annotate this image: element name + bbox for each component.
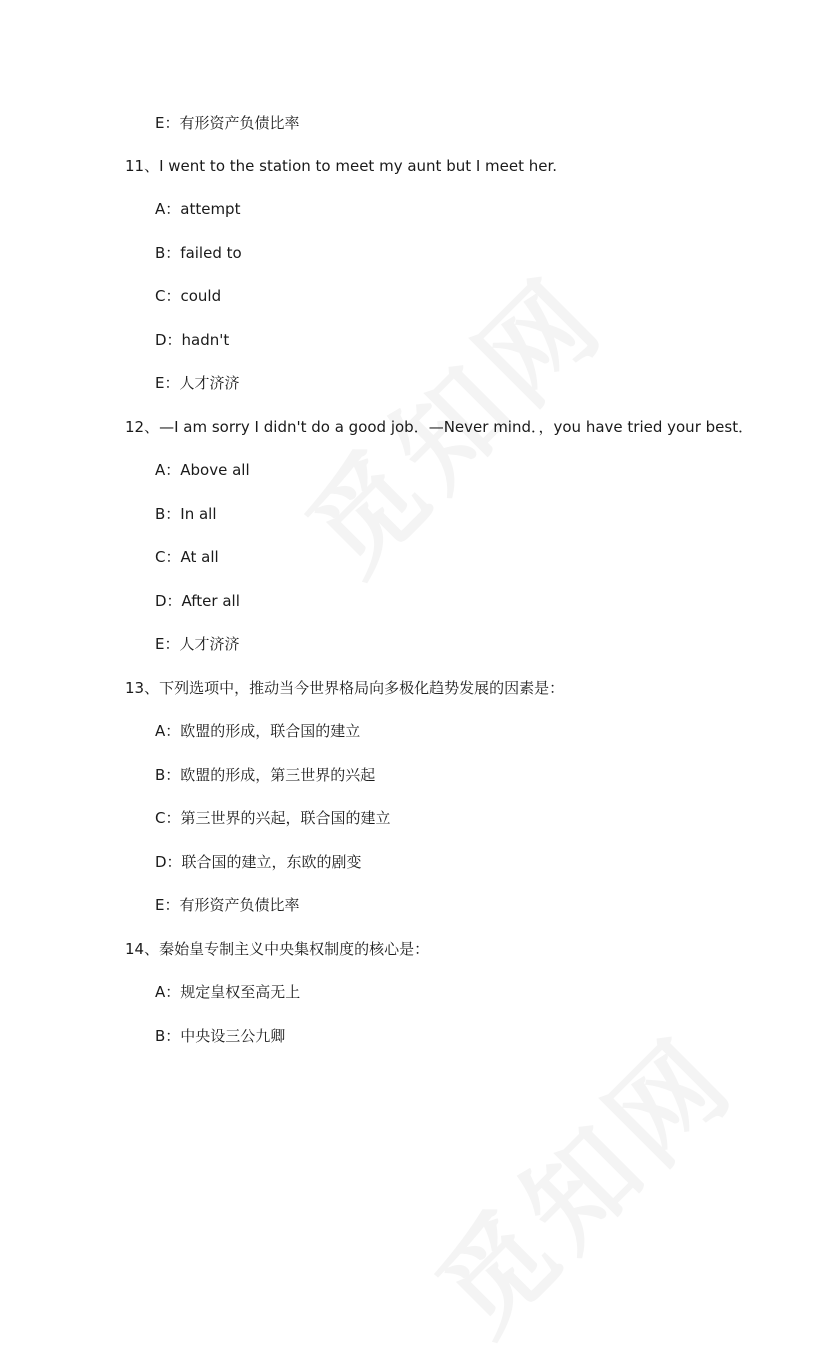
question-12: 12、—I am sorry I didn't do a good job．—Never mind．，you have tried your best． — [125, 418, 754, 436]
q13-option-c: C：第三世界的兴起，联合国的建立 — [155, 809, 391, 827]
q13-option-b: B：欧盟的形成，第三世界的兴起 — [155, 766, 376, 784]
q12-option-b: B：In all — [155, 505, 217, 523]
q12-option-c: C：At all — [155, 548, 219, 566]
q12-option-a: A：Above all — [155, 461, 250, 479]
q10-option-e: E：有形资产负债比率 — [155, 114, 300, 132]
q13-option-d: D：联合国的建立，东欧的剧变 — [155, 853, 362, 871]
q14-option-a: A：规定皇权至高无上 — [155, 983, 301, 1001]
q14-option-b: B：中央设三公九卿 — [155, 1027, 286, 1045]
q12-option-e: E：人才济济 — [155, 635, 240, 653]
q13-option-a: A：欧盟的形成，联合国的建立 — [155, 722, 361, 740]
q12-option-d: D：After all — [155, 592, 240, 610]
question-13: 13、下列选项中，推动当今世界格局向多极化趋势发展的因素是： — [125, 679, 565, 697]
q13-option-e: E：有形资产负债比率 — [155, 896, 300, 914]
watermark-bottom — [397, 996, 763, 1362]
question-14: 14、秦始皇专制主义中央集权制度的核心是： — [125, 940, 430, 958]
q11-option-a: A：attempt — [155, 200, 241, 218]
q11-option-c: C：could — [155, 287, 222, 305]
q11-option-b: B：failed to — [155, 244, 242, 262]
q11-option-d: D：hadn't — [155, 331, 230, 349]
question-11: 11、I went to the station to meet my aunt but I meet her. — [125, 157, 558, 175]
q11-option-e: E：人才济济 — [155, 374, 240, 392]
